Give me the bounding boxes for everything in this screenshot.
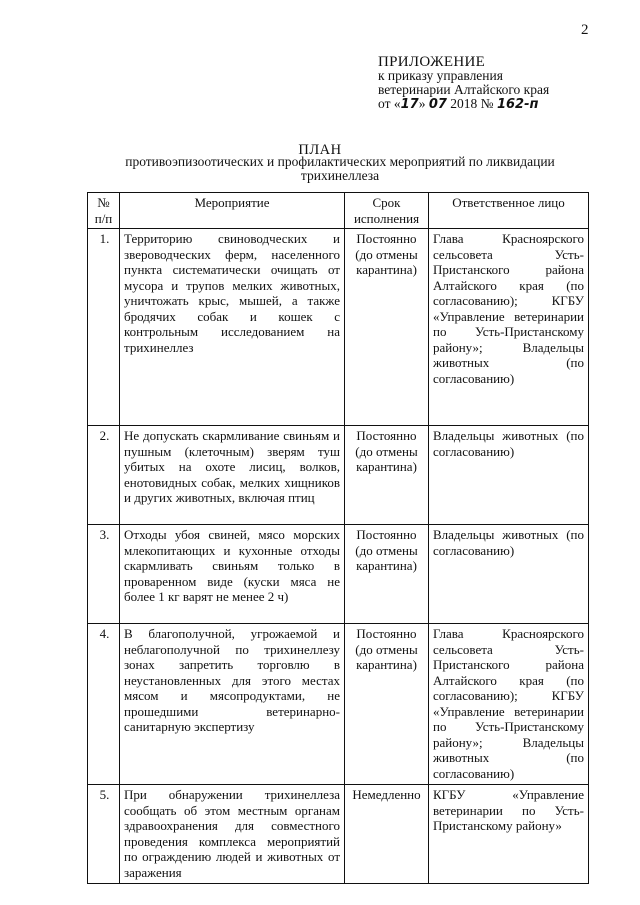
- header-term: Срок исполнения: [345, 193, 429, 229]
- measures-table: [87, 192, 589, 884]
- appendix-line-1: к приказу управления: [378, 68, 503, 83]
- row-term: Постоянно (до отмены карантина): [345, 624, 429, 785]
- row-term: Постоянно (до отмены карантина): [345, 229, 429, 426]
- table-row: [88, 624, 589, 785]
- row-responsible: Владельцы животных (по согласованию): [429, 525, 589, 624]
- date-prefix: от «: [378, 96, 401, 111]
- row-measure: Отходы убоя свиней, мясо морских млекопитающих и кухонные отходы скармливать свиньям только в проваренном виде (куски мяса не более 1 кг варят не менее 2 ч): [120, 525, 345, 624]
- row-term: Немедленно: [345, 785, 429, 884]
- row-term: Постоянно (до отмены карантина): [345, 426, 429, 525]
- row-term: Постоянно (до отмены карантина): [345, 525, 429, 624]
- table-row: [88, 785, 589, 884]
- date-mid: »: [418, 96, 426, 111]
- table-header-row: [88, 193, 589, 229]
- date-day: 17: [400, 97, 419, 112]
- row-responsible: Владельцы животных (по согласованию): [429, 426, 589, 525]
- appendix-block: [378, 55, 549, 112]
- row-num: 1.: [88, 229, 120, 426]
- appendix-date-line: [378, 97, 549, 112]
- row-num: 3.: [88, 525, 120, 624]
- row-measure: В благополучной, угрожаемой и неблагополучной по трихинеллезу зонах запретить торговлю в неустановленных для этого местах мясом и мясопродуктами, не прошедшими ветеринарно-санитарную экспертизу: [120, 624, 345, 785]
- header-measure: Мероприятие: [120, 193, 345, 229]
- order-number: 162-п: [496, 97, 539, 112]
- date-year-no: 2018 №: [450, 96, 494, 111]
- row-num: 2.: [88, 426, 120, 525]
- table-row: [88, 525, 589, 624]
- row-responsible: Глава Красноярского сельсовета Усть-Пристанского района Алтайского края (по согласованию); КГБУ «Управление ветеринарии по Усть-Пристанскому району»; Владельцы животных (по согласованию): [429, 229, 589, 426]
- plan-subtitle: противоэпизоотических и профилактических мероприятий по ликвидации трихинеллеза: [125, 154, 555, 183]
- table-row: [88, 426, 589, 525]
- row-measure: Не допускать скармливание свиньям и пушным (клеточным) зверям туш убитых на охоте лисиц, волков, енотовидных собак, мелких хищников и других животных, включая птиц: [120, 426, 345, 525]
- row-num: 4.: [88, 624, 120, 785]
- plan-title: ПЛАН: [298, 142, 342, 158]
- row-responsible: КГБУ «Управление ветеринарии по Усть-Пристанскому району»: [429, 785, 589, 884]
- appendix-line-2: ветеринарии Алтайского края: [378, 82, 550, 97]
- row-num: 5.: [88, 785, 120, 884]
- table-row: [88, 229, 589, 426]
- header-num: № п/п: [88, 193, 120, 229]
- header-responsible: Ответственное лицо: [429, 193, 589, 229]
- date-month: 07: [428, 97, 447, 112]
- page-number: 2: [581, 22, 589, 38]
- appendix-title: ПРИЛОЖЕНИЕ: [378, 54, 486, 70]
- row-measure: При обнаружении трихинеллеза сообщать об этом местным органам здравоохранения для совместного проведения комплекса мероприятий по ограждению людей и животных от заражения: [120, 785, 345, 884]
- row-responsible: Глава Красноярского сельсовета Усть-Пристанского района Алтайского края (по согласованию); КГБУ «Управление ветеринарии по Усть-Пристанскому району»; Владельцы животных (по согласованию): [429, 624, 589, 785]
- row-measure: Территорию свиноводческих и звероводческих ферм, населенного пункта систематически очищать от мусора и трупов мелких животных, уничтожать крыс, мышей, а также бродячих собак и кошек с контрольным исследованием на трихинеллез: [120, 229, 345, 426]
